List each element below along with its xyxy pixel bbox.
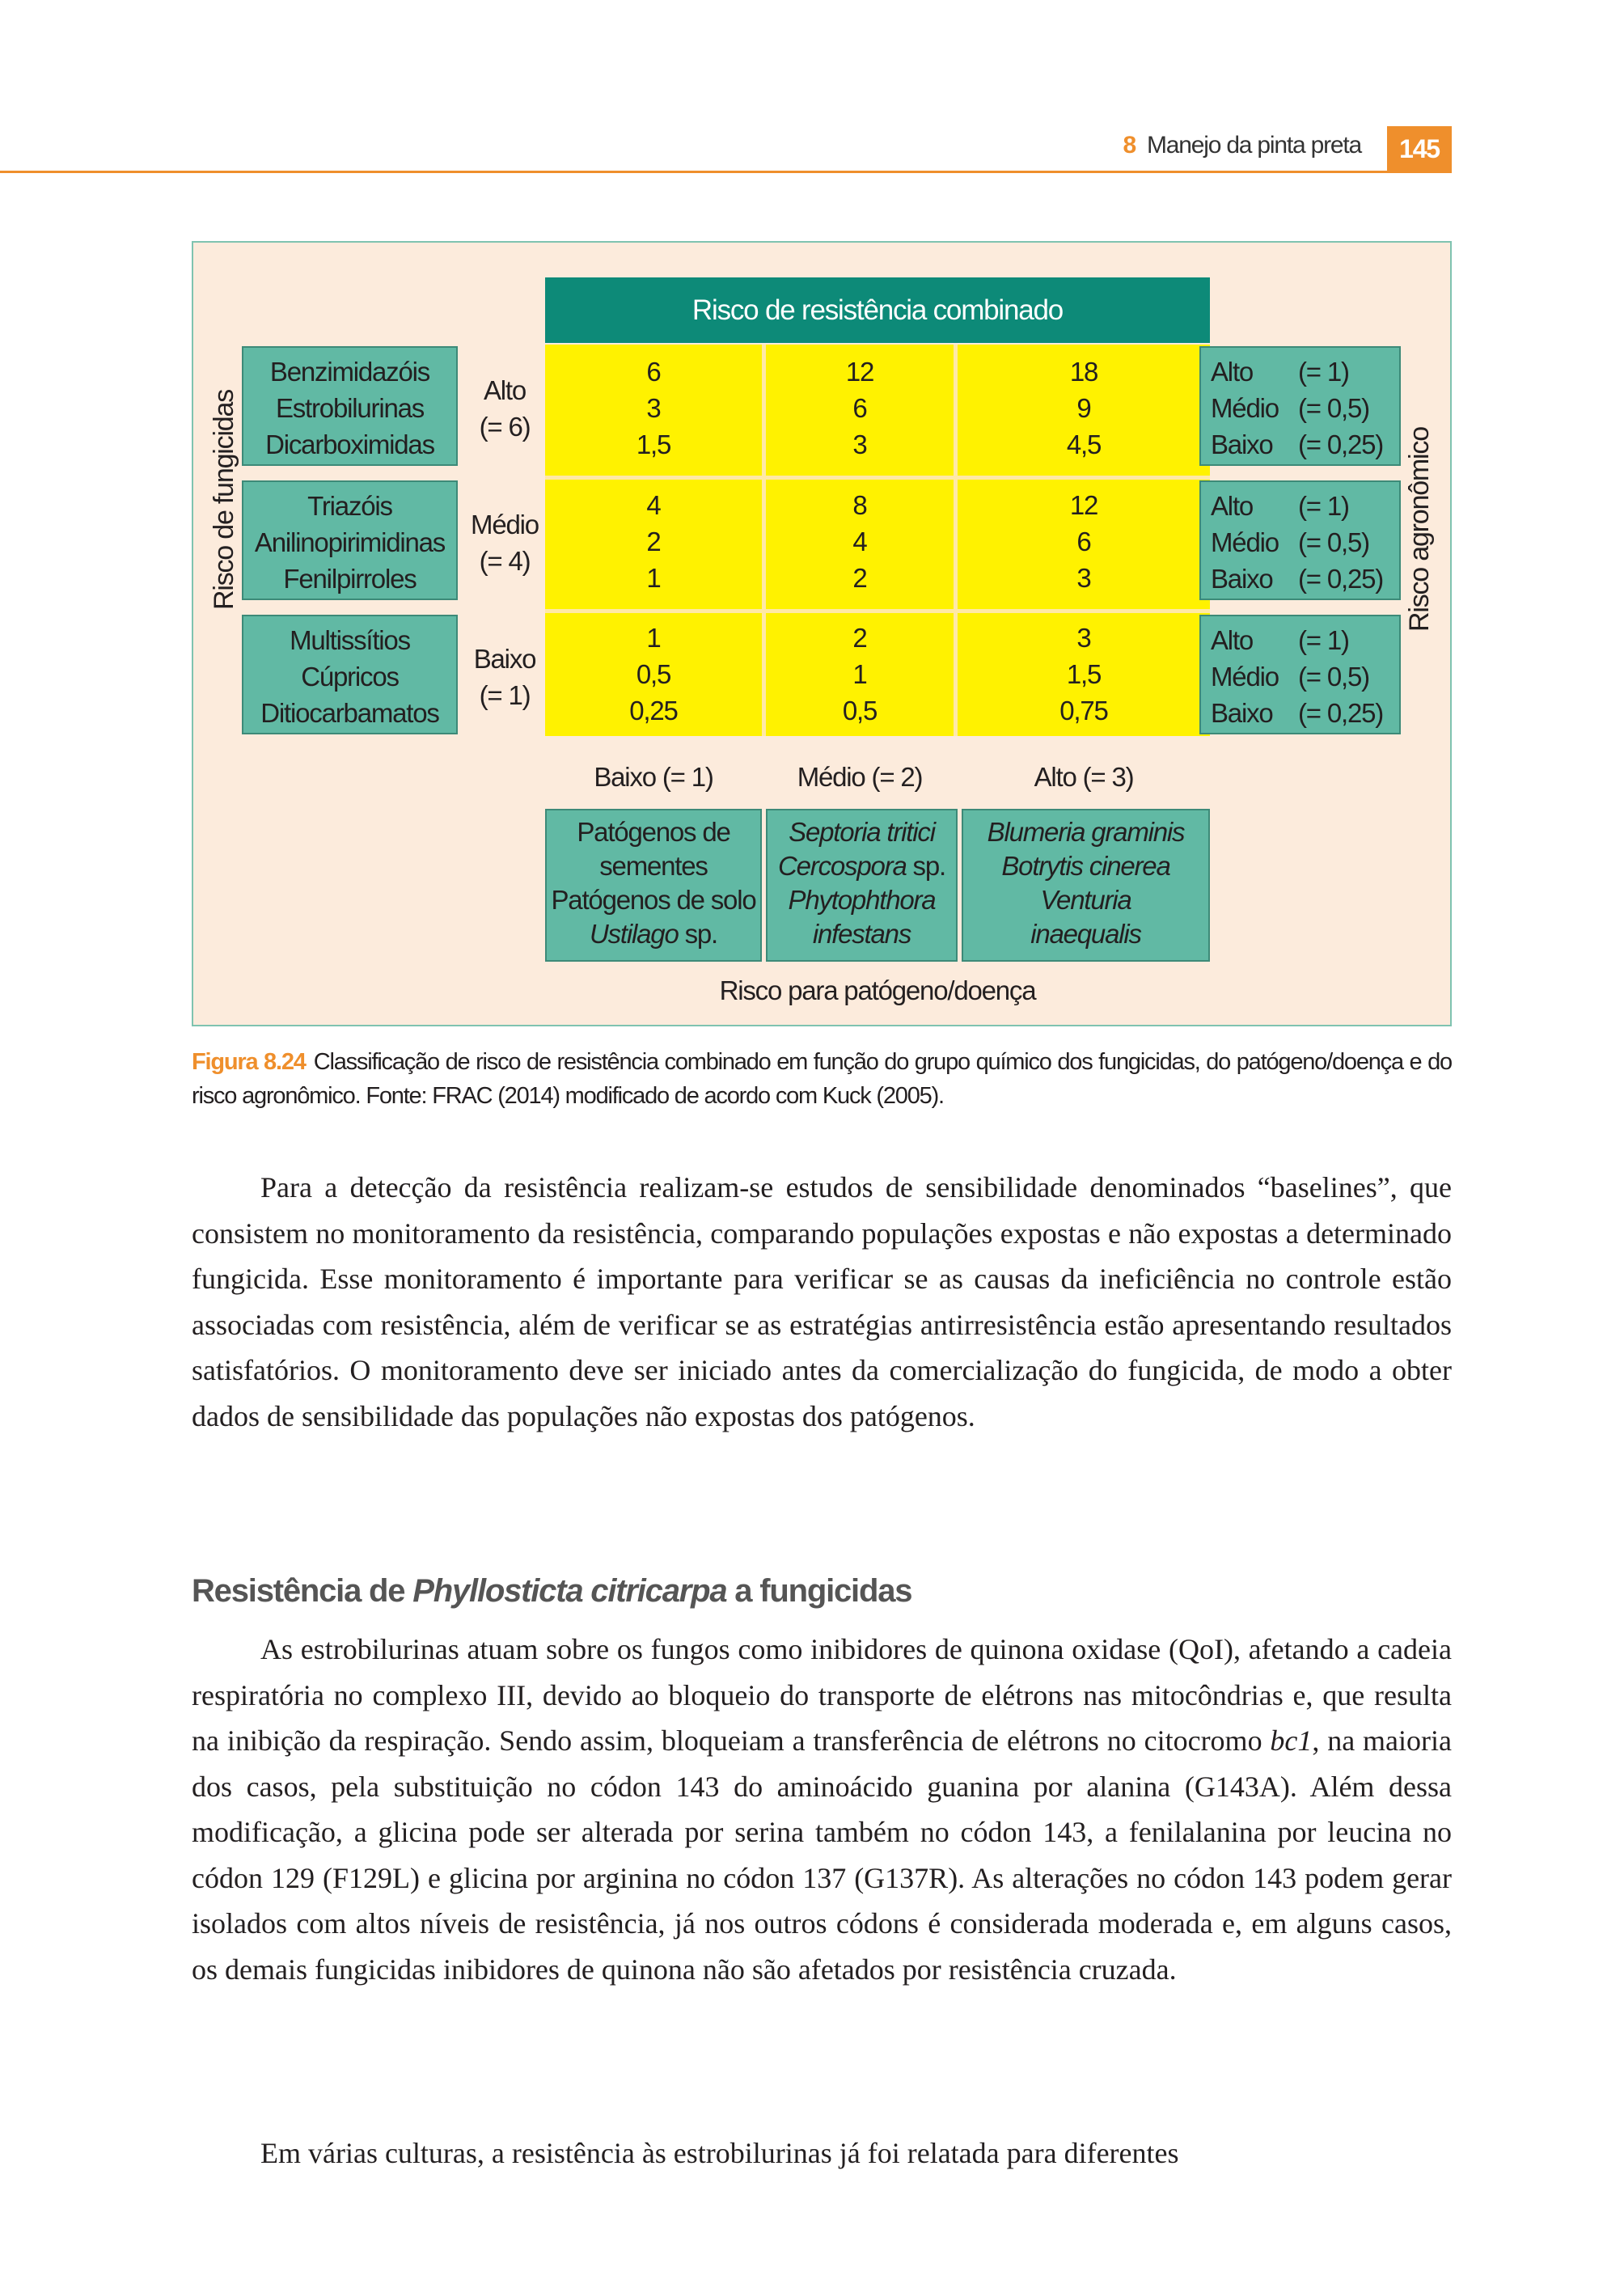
pathogen-line: sementes xyxy=(599,851,708,881)
species-name: infestans xyxy=(812,919,911,949)
risk-level: Alto xyxy=(483,375,527,405)
body-paragraph-3 xyxy=(192,2130,1452,2177)
pathogen-line: Venturia xyxy=(1040,885,1131,915)
bottom-axis-label: Risco para patógeno/doença xyxy=(719,975,1036,1005)
agronomic-row xyxy=(1211,390,1399,426)
species-suffix: sp. xyxy=(678,919,717,949)
cell-value: 3 xyxy=(852,429,867,459)
agronomic-row xyxy=(1211,695,1399,731)
pathogen-line: inaequalis xyxy=(1030,919,1141,949)
agronomic-value: (= 0,25) xyxy=(1298,429,1384,459)
matrix-divider xyxy=(545,609,1210,613)
cell-value: 4 xyxy=(852,527,867,556)
left-axis-label: Risco de fungicidas xyxy=(209,389,239,610)
chapter-title: Manejo da pinta preta xyxy=(1146,132,1361,159)
pathogen-line: Blumeria graminis xyxy=(987,817,1185,847)
group-line: Cúpricos xyxy=(301,662,399,692)
matrix-cell xyxy=(766,487,954,596)
pathogen-examples-low xyxy=(545,809,762,962)
agronomic-level: Alto xyxy=(1211,625,1254,655)
group-line: Benzimidazóis xyxy=(269,357,430,387)
risk-level: Médio xyxy=(471,510,539,539)
agronomic-risk-box xyxy=(1199,346,1401,466)
matrix-cell xyxy=(958,353,1210,463)
cell-value: 18 xyxy=(1069,357,1098,387)
pathogen-line xyxy=(768,917,956,951)
group-line: Anilinopirimidinas xyxy=(254,527,446,557)
agronomic-risk-box xyxy=(1199,615,1401,734)
pathogen-line xyxy=(768,883,956,917)
cell-value: 2 xyxy=(852,623,867,653)
cell-value: 6 xyxy=(852,393,867,423)
agronomic-row xyxy=(1211,658,1399,695)
cell-value: 4 xyxy=(646,490,661,520)
agronomic-level: Médio xyxy=(1211,662,1279,692)
cell-value: 1 xyxy=(852,659,867,689)
pathogen-line: Patógenos de solo xyxy=(551,885,756,915)
pathogen-line xyxy=(768,815,956,849)
agronomic-row xyxy=(1211,561,1399,597)
cell-value: 1,5 xyxy=(1066,659,1102,689)
paragraph-text xyxy=(192,1627,1452,1992)
cell-value: 3 xyxy=(1076,623,1091,653)
agronomic-value: (= 0,25) xyxy=(1298,698,1384,728)
pathogen-line: Botrytis cinerea xyxy=(1001,851,1170,881)
page-number: 145 xyxy=(1387,126,1452,171)
pathogen-level-low: Baixo (= 1) xyxy=(594,762,713,792)
matrix-cell xyxy=(958,620,1210,729)
cell-value: 0,75 xyxy=(1059,696,1108,726)
species-suffix: sp. xyxy=(906,851,945,881)
agronomic-value: (= 1) xyxy=(1298,625,1349,655)
group-line: Fenilpirroles xyxy=(283,564,417,594)
heading-species: Phyllosticta citricarpa xyxy=(412,1573,727,1609)
group-line: Estrobilurinas xyxy=(275,393,425,423)
cell-value: 6 xyxy=(646,357,661,387)
agronomic-level: Médio xyxy=(1211,393,1279,423)
agronomic-value: (= 0,5) xyxy=(1298,393,1369,423)
agronomic-value: (= 1) xyxy=(1298,491,1349,521)
agronomic-value: (= 1) xyxy=(1298,357,1349,387)
fungicide-group-high xyxy=(242,346,458,466)
matrix-cell xyxy=(766,353,954,463)
figure-caption xyxy=(192,1045,1452,1113)
matrix-cell xyxy=(545,353,762,463)
risk-value: (= 6) xyxy=(479,412,531,442)
pathogen-level-medium: Médio (= 2) xyxy=(797,762,923,792)
pathogen-line xyxy=(547,917,760,951)
body-paragraph-2 xyxy=(192,1627,1452,1992)
caption-label: Figura 8.24 xyxy=(192,1049,306,1075)
cell-value: 1 xyxy=(646,623,661,653)
agronomic-level: Baixo xyxy=(1211,564,1273,594)
agronomic-value: (= 0,25) xyxy=(1298,564,1384,594)
fungicide-risk-low xyxy=(464,641,545,713)
agronomic-value: (= 0,5) xyxy=(1298,527,1369,557)
figure-8-24 xyxy=(192,241,1452,1026)
cell-value: 0,25 xyxy=(629,696,678,726)
pathogen-examples-medium xyxy=(766,809,958,962)
group-line: Triazóis xyxy=(307,491,392,521)
species-name: Phytophthora xyxy=(788,885,936,915)
pathogen-level-high: Alto (= 3) xyxy=(1034,762,1134,792)
agronomic-row xyxy=(1211,426,1399,463)
caption-text: Classificação de risco de resistência combinado em função do grupo químico dos fungicidas, do patógeno/doença e do risco agronômico. Fonte: FRAC (2014) modificado de acordo com Kuck (2005). xyxy=(192,1049,1452,1109)
risk-value: (= 1) xyxy=(479,680,531,710)
section-heading xyxy=(192,1573,911,1610)
species-name: Septoria tritici xyxy=(789,817,935,847)
risk-value: (= 4) xyxy=(479,546,531,576)
species-name: Cercospora xyxy=(778,851,907,881)
agronomic-row xyxy=(1211,488,1399,524)
cell-value: 0,5 xyxy=(842,696,878,726)
cell-value: 12 xyxy=(845,357,874,387)
agronomic-level: Alto xyxy=(1211,491,1254,521)
agronomic-level: Médio xyxy=(1211,527,1279,557)
cytochrome-name: bc1 xyxy=(1270,1724,1313,1757)
cell-value: 12 xyxy=(1069,490,1098,520)
matrix-divider xyxy=(545,476,1210,480)
group-line: Multissítios xyxy=(290,625,410,655)
body-paragraph-1 xyxy=(192,1165,1452,1439)
agronomic-level: Alto xyxy=(1211,357,1254,387)
pathogen-examples-high xyxy=(962,809,1210,962)
fungicide-group-low xyxy=(242,615,458,734)
agronomic-value: (= 0,5) xyxy=(1298,662,1369,692)
paragraph-text: Para a detecção da resistência realizam-se estudos de sensibilidade denominados “baselines”, que consistem no monitoramento da resistência, comparando populações expostas e não expostas a determinado fungicida. Esse monitoramento é importante para verificar se as causas da ineficiência no controle estão associadas com resistência, além de verificar se as estratégias antirresistência estão apresentando resultados satisfatórios. O monitoramento deve ser iniciado antes da comercialização do fungicida, de modo a obter dados de sensibilidade das populações não expostas dos patógenos. xyxy=(192,1171,1452,1432)
cell-value: 1 xyxy=(646,563,661,593)
agronomic-row xyxy=(1211,622,1399,658)
fungicide-group-medium xyxy=(242,480,458,600)
fungicide-risk-medium xyxy=(464,506,545,579)
header-rule xyxy=(0,171,1452,173)
combined-risk-banner: Risco de resistência combinado xyxy=(545,277,1210,343)
heading-prefix: Resistência de xyxy=(192,1573,413,1609)
cell-value: 3 xyxy=(1076,563,1091,593)
matrix-cell xyxy=(545,620,762,729)
paragraph-text: Em várias culturas, a resistência às estrobilurinas já foi relatada para diferentes xyxy=(260,2137,1179,2169)
matrix-cell xyxy=(958,487,1210,596)
cell-value: 6 xyxy=(1076,527,1091,556)
pathogen-line xyxy=(768,849,956,883)
agronomic-level: Baixo xyxy=(1211,429,1273,459)
cell-value: 2 xyxy=(646,527,661,556)
cell-value: 3 xyxy=(646,393,661,423)
pathogen-line: Patógenos de xyxy=(577,817,730,847)
chapter-number: 8 xyxy=(1123,132,1136,159)
matrix-cell xyxy=(766,620,954,729)
cell-value: 8 xyxy=(852,490,867,520)
group-line: Dicarboximidas xyxy=(265,429,434,459)
risk-level: Baixo xyxy=(473,644,536,674)
fungicide-risk-high xyxy=(464,372,545,445)
agronomic-row xyxy=(1211,353,1399,390)
paragraph-part: , na maioria dos casos, pela substituição no códon 143 do aminoácido guanina por alanina (G143A). Além dessa modificação, a glicina pode ser alterada por serina também no códon 143, a fenilalanina por leucina no códon 129 (F129L) e glicina por arginina no códon 137 (G137R). As alterações no códon 143 podem gerar isolados com altos níveis de resistência, já nos outros códons é considerada moderada e, em alguns casos, os demais fungicidas inibidores de quinona não são afetados por resistência cruzada. xyxy=(192,1724,1452,1986)
combined-risk-matrix xyxy=(545,345,1210,736)
cell-value: 4,5 xyxy=(1066,429,1102,459)
paragraph-part: As estrobilurinas atuam sobre os fungos como inibidores de quinona oxidase (QoI), afetando a cadeia respiratória no complexo III, devido ao bloqueio do transporte de elétrons nas mitocôndrias e, que resulta na inibição da respiração. Sendo assim, bloqueiam a transferência de elétrons no citocromo xyxy=(192,1633,1452,1757)
cell-value: 9 xyxy=(1076,393,1091,423)
species-name: Ustilago xyxy=(589,919,679,949)
right-axis-label: Risco agronômico xyxy=(1404,427,1435,632)
cell-value: 2 xyxy=(852,563,867,593)
agronomic-risk-box xyxy=(1199,480,1401,600)
running-header xyxy=(1123,132,1361,159)
group-line: Ditiocarbamatos xyxy=(260,698,439,728)
cell-value: 0,5 xyxy=(636,659,671,689)
agronomic-level: Baixo xyxy=(1211,698,1273,728)
cell-value: 1,5 xyxy=(636,429,671,459)
heading-suffix: a fungicidas xyxy=(726,1573,912,1609)
agronomic-row xyxy=(1211,524,1399,561)
matrix-cell xyxy=(545,487,762,596)
